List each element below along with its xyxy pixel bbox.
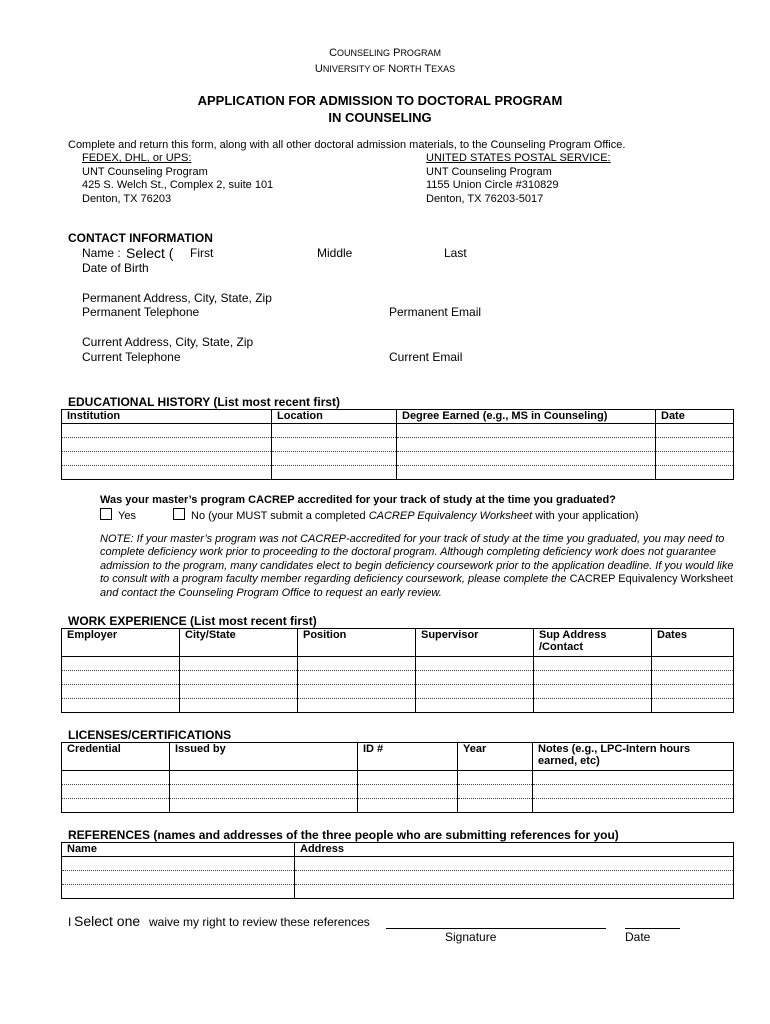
contact-heading: CONTACT INFORMATION [68,231,213,245]
table-cell[interactable] [295,885,734,899]
curr-phone-label: Current Telephone [82,350,181,364]
table-cell[interactable] [358,785,458,799]
dob-label: Date of Birth [82,261,149,275]
table-cell[interactable] [62,424,272,438]
table-cell[interactable] [180,685,298,699]
courier-address-line: Denton, TX 76203 [82,193,172,205]
table-cell[interactable] [397,438,656,452]
waiver-i: I [68,915,72,929]
table-row [62,799,734,813]
table-cell[interactable] [416,699,534,713]
table-row [62,466,734,480]
table-cell[interactable] [656,424,734,438]
table-cell[interactable] [170,785,358,799]
licenses-table [61,742,734,813]
date-label: Date [625,930,651,944]
cacrep-yes-option[interactable] [100,508,136,522]
cacrep-no-option[interactable] [173,508,639,522]
table-cell[interactable] [534,671,652,685]
table-cell[interactable] [652,699,734,713]
table-cell[interactable] [534,699,652,713]
table-cell[interactable] [652,685,734,699]
column-header: Location [272,410,397,424]
column-header: Notes (e.g., LPC-Intern hours earned, etc) [533,743,734,771]
education-heading: EDUCATIONAL HISTORY (List most recent first) [68,395,341,409]
column-header: Sup Address /Contact [534,629,652,657]
usps-heading: UNITED STATES POSTAL SERVICE: [426,152,611,164]
table-cell[interactable] [458,799,533,813]
table-cell[interactable] [62,857,295,871]
table-row [62,785,734,799]
table-cell[interactable] [170,771,358,785]
table-row [62,771,734,785]
table-cell[interactable] [62,452,272,466]
table-cell[interactable] [180,657,298,671]
table-cell[interactable] [62,685,180,699]
column-header: Position [298,629,416,657]
column-header: Credential [62,743,170,771]
table-cell[interactable] [298,657,416,671]
column-header: Dates [652,629,734,657]
column-header: ID # [358,743,458,771]
table-header-row [62,843,734,857]
column-header: Name [62,843,295,857]
courier-heading: FEDEX, DHL, or UPS: [82,152,192,164]
table-cell[interactable] [295,871,734,885]
table-header-row [62,410,734,424]
table-cell[interactable] [416,657,534,671]
table-cell[interactable] [534,657,652,671]
table-cell[interactable] [62,871,295,885]
table-cell[interactable] [62,699,180,713]
table-cell[interactable] [62,885,295,899]
table-header-row [62,629,734,657]
table-cell[interactable] [656,438,734,452]
no-label-end: with your application) [532,510,639,522]
waiver-text: waive my right to review these references [149,915,370,929]
table-cell[interactable] [533,785,734,799]
table-row [62,685,734,699]
note-text-end: and contact the Counseling Program Office to request an early review. [100,586,442,599]
table-row [62,885,734,899]
table-cell[interactable] [298,685,416,699]
table-row [62,438,734,452]
curr-address-label: Current Address, City, State, Zip [82,335,254,349]
table-cell[interactable] [358,771,458,785]
table-row [62,871,734,885]
table-cell[interactable] [62,657,180,671]
table-cell[interactable] [62,438,272,452]
usps-address-line: 1155 Union Circle #310829 [426,179,559,191]
column-header: Address [295,843,734,857]
table-cell[interactable] [533,799,734,813]
perm-address-label: Permanent Address, City, State, Zip [82,291,272,305]
table-cell[interactable] [656,466,734,480]
table-cell[interactable] [170,799,358,813]
column-header: Year [458,743,533,771]
signature-line[interactable] [386,928,606,929]
waiver-select[interactable]: Select one [74,913,141,929]
column-header: Institution [62,410,272,424]
table-cell[interactable] [298,699,416,713]
table-cell[interactable] [62,671,180,685]
usps-address-line: Denton, TX 76203-5017 [426,193,544,205]
courier-address-line: UNT Counseling Program [82,166,208,178]
table-cell[interactable] [416,685,534,699]
name-title-select[interactable]: Select ( [126,245,174,261]
table-row [62,699,734,713]
table-cell[interactable] [295,857,734,871]
work-table [61,628,734,713]
table-row [62,657,734,671]
cacrep-question: Was your master’s program CACREP accredited for your track of study at the time you graduated? [100,494,616,506]
yes-label: Yes [118,510,136,522]
table-cell[interactable] [62,771,170,785]
table-cell[interactable] [298,671,416,685]
references-heading: REFERENCES (names and addresses of the three people who are submitting references for you) [68,828,619,842]
table-cell[interactable] [62,466,272,480]
column-header: Issued by [170,743,358,771]
signature-label: Signature [445,930,497,944]
table-cell[interactable] [62,785,170,799]
usps-address-line: UNT Counseling Program [426,166,552,178]
references-table [61,842,734,899]
licenses-heading: LICENSES/CERTIFICATIONS [68,728,232,742]
table-cell[interactable] [272,438,397,452]
column-header: Supervisor [416,629,534,657]
page-title: APPLICATION FOR ADMISSION TO DOCTORAL PROGRAM [197,93,563,108]
table-cell[interactable] [272,452,397,466]
table-header-row [62,743,734,771]
table-cell[interactable] [652,671,734,685]
table-cell[interactable] [180,671,298,685]
education-table [61,409,734,480]
university-name: UNIVERSITY OF NORTH TEXAS [314,63,456,75]
cacrep-note [100,533,740,600]
table-cell[interactable] [534,685,652,699]
no-checkbox[interactable] [173,508,185,520]
column-header: Degree Earned (e.g., MS in Counseling) [397,410,656,424]
middle-name-label: Middle [317,246,353,260]
table-cell[interactable] [458,785,533,799]
date-line[interactable] [625,928,680,929]
table-cell[interactable] [458,771,533,785]
yes-checkbox[interactable] [100,508,112,520]
first-name-label: First [190,246,214,260]
no-label-start: No (your MUST submit a completed [191,510,369,522]
table-cell[interactable] [272,466,397,480]
page-title-line2: IN COUNSELING [328,110,432,125]
column-header: Date [656,410,734,424]
table-cell[interactable] [656,452,734,466]
table-row [62,424,734,438]
table-cell[interactable] [62,799,170,813]
table-cell[interactable] [358,799,458,813]
intro-text: Complete and return this form, along with all other doctoral admission materials, to the Counseling Program Office. [68,139,626,151]
perm-phone-label: Permanent Telephone [82,305,200,319]
last-name-label: Last [444,246,467,260]
table-cell[interactable] [533,771,734,785]
table-row [62,671,734,685]
note-worksheet: CACREP Equivalency Worksheet [569,573,734,586]
table-cell[interactable] [397,424,656,438]
note-text: NOTE: If your master’s program was not CACREP-accredited for your track of study at the time you graduated, you may need to complete deficiency work prior to proceeding to the doctoral program. Although completing deficiency work does not guarantee admission to the program, many candidates elect to begin deficiency coursework prior to the application deadline. If you would like to consult with a program faculty member regarding deficiency coursework, please complete the [100,533,734,586]
program-name: COUNSELING PROGRAM [329,47,441,59]
table-row [62,857,734,871]
no-label-worksheet: CACREP Equivalency Worksheet [368,510,533,522]
work-heading: WORK EXPERIENCE (List most recent first) [68,614,317,628]
perm-email-label: Permanent Email [389,305,482,319]
table-cell[interactable] [416,671,534,685]
column-header: City/State [180,629,298,657]
table-cell[interactable] [397,452,656,466]
courier-address-line: 425 S. Welch St., Complex 2, suite 101 [82,179,274,191]
name-label: Name : [82,246,121,260]
curr-email-label: Current Email [389,350,463,364]
table-cell[interactable] [652,657,734,671]
table-cell[interactable] [272,424,397,438]
table-cell[interactable] [180,699,298,713]
table-row [62,452,734,466]
column-header: Employer [62,629,180,657]
table-cell[interactable] [397,466,656,480]
